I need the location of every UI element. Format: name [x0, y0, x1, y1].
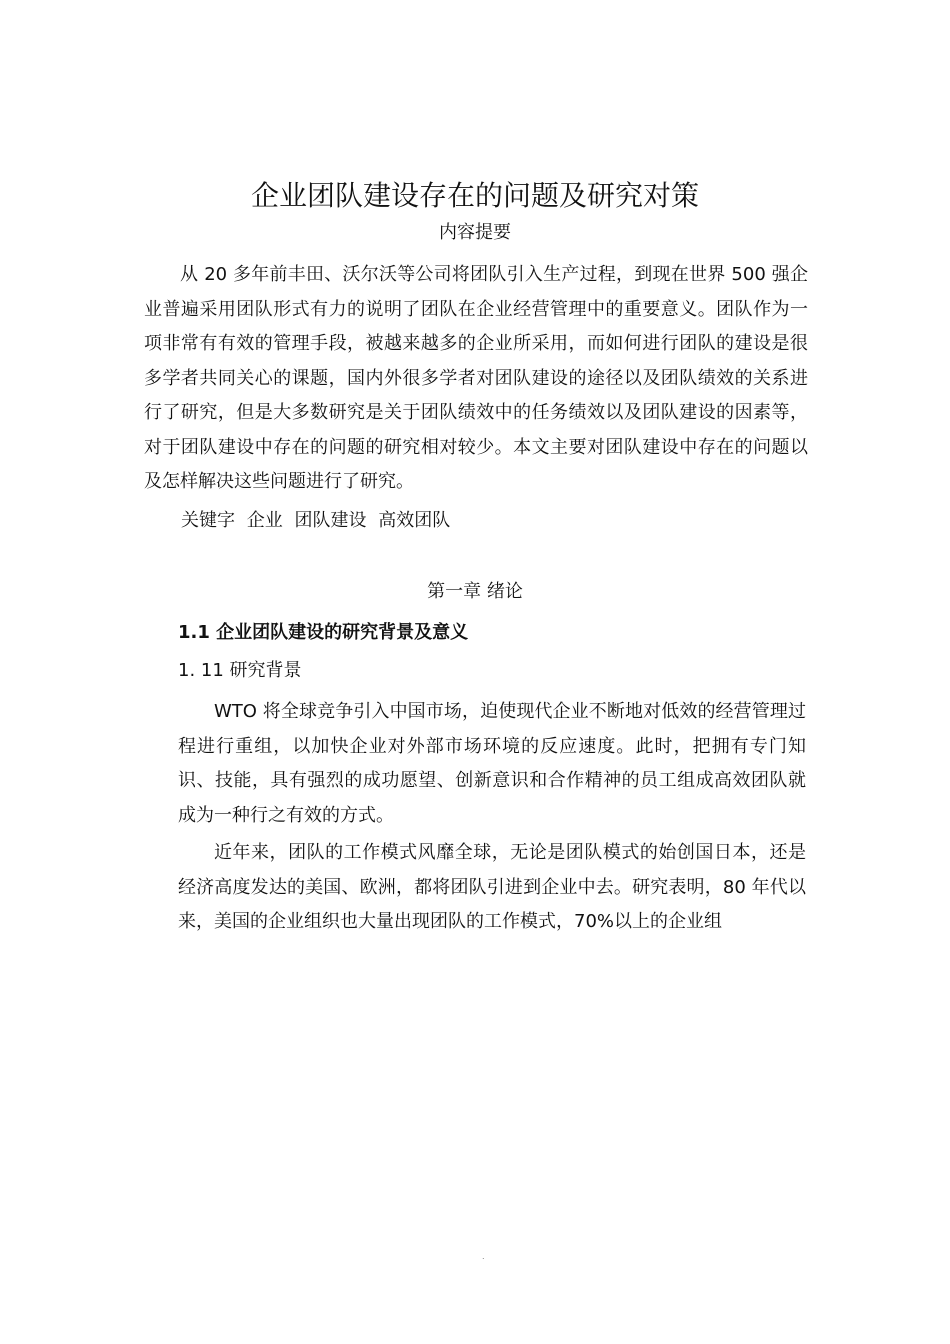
- footer-mark: .: [482, 1252, 485, 1261]
- document-title: 企业团队建设存在的问题及研究对策: [250, 179, 699, 212]
- keyword-item: 高效团队: [378, 510, 451, 531]
- subsection-heading: 1. 11 研究背景: [178, 660, 302, 681]
- section-heading: 1.1 企业团队建设的研究背景及意义: [178, 622, 469, 643]
- keywords-label: 关键字: [181, 510, 235, 531]
- keywords-line: [181, 506, 456, 536]
- chapter-heading: 第一章 绪论: [427, 581, 523, 602]
- body-paragraph: WTO 将全球竞争引入中国市场，迫使现代企业不断地对低效的经营管理过程进行重组，以加快企业对外部市场环境的反应速度。此时，把拥有专门知识、技能，具有强烈的成功愿望、创新意识和合作精神的员工组成高效团队就成为一种行之有效的方式。: [178, 701, 806, 826]
- keyword-item: 团队建设: [294, 510, 367, 531]
- abstract-heading: 内容提要: [439, 222, 511, 243]
- keyword-item: 企业: [246, 510, 283, 531]
- body-paragraph: 近年来，团队的工作模式风靡全球，无论是团队模式的始创国日本，还是经济高度发达的美国、欧洲，都将团队引进到企业中去。研究表明，80 年代以来，美国的企业组织也大量出现团队的工作模式，70%以上的企业组: [178, 842, 806, 932]
- abstract-paragraph: 从 20 多年前丰田、沃尔沃等公司将团队引入生产过程，到现在世界 500 强企业普遍采用团队形式有力的说明了团队在企业经营管理中的重要意义。团队作为一项非常有有效的管理手段，被越来越多的企业所采用，而如何进行团队的建设是很多学者共同关心的课题，国内外很多学者对团队建设的途径以及团队绩效的关系进行了研究，但是大多数研究是关于团队绩效中的任务绩效以及团队建设的因素等，对于团队建设中存在的问题的研究相对较少。本文主要对团队建设中存在的问题以及怎样解决这些问题进行了研究。: [144, 264, 808, 492]
